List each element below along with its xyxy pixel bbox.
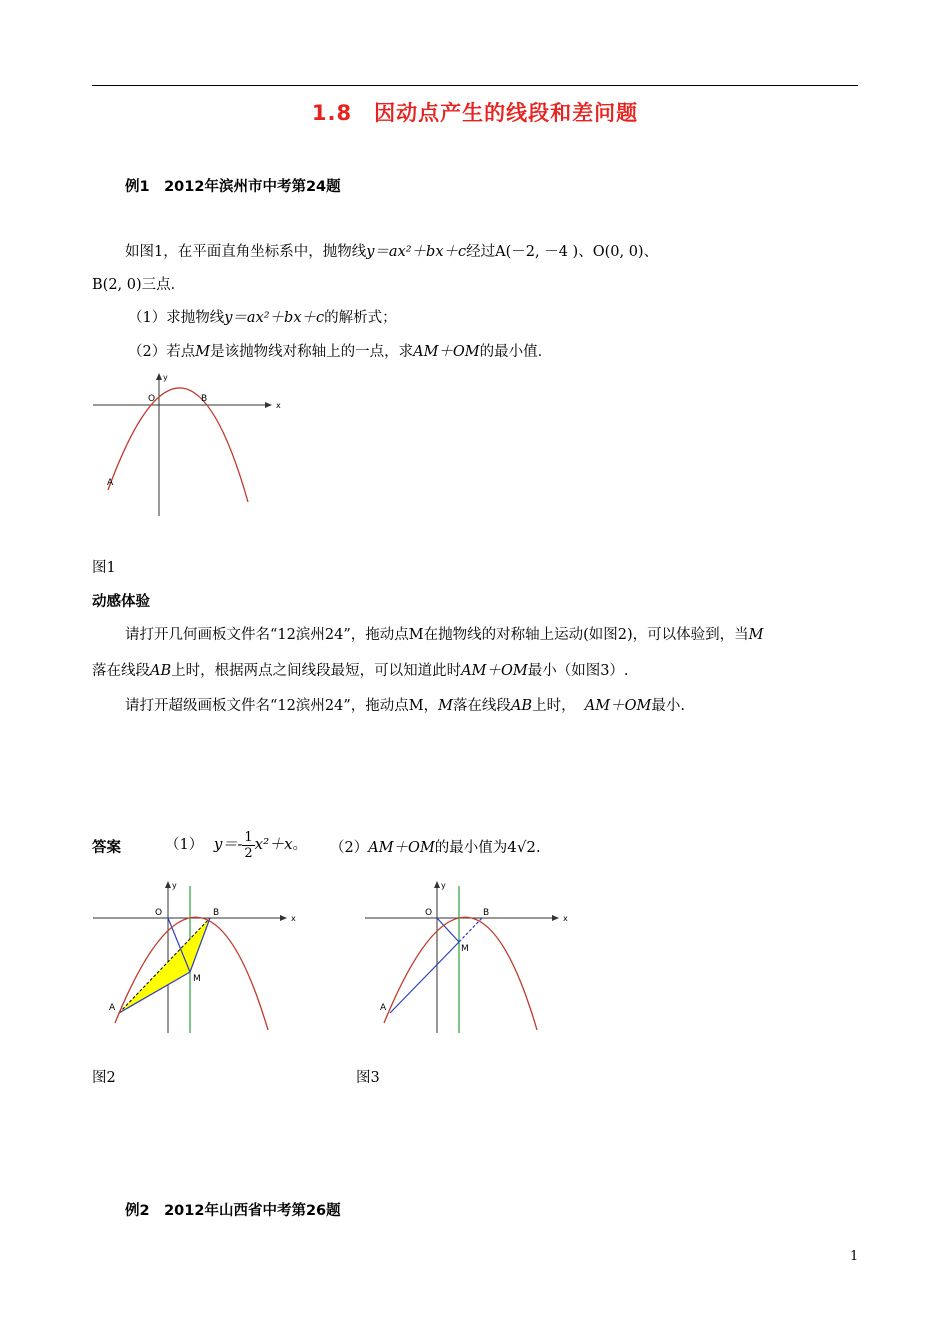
y-axis-arrow-icon [434, 881, 440, 888]
label-m: M [193, 974, 201, 984]
para1-expr: AM＋OM [461, 663, 528, 679]
q1-prefix: （1）求抛物线 [128, 310, 225, 326]
y-label: y [163, 373, 168, 382]
label-a: A [109, 1003, 116, 1013]
part2-label: （2） [330, 840, 369, 856]
fraction-numerator: 1 [244, 829, 253, 845]
para1-mid: 上时，根据两点之间线段最短，可以知道此时 [171, 663, 462, 679]
answer-part1 [165, 827, 307, 862]
part1-lhs: y＝- [213, 835, 243, 853]
part1-rest: x²＋x [254, 835, 293, 853]
para2-mid2: 上时， [532, 698, 576, 714]
segment-am [390, 942, 459, 1013]
para1-suffix: 最小（如图3）. [527, 663, 629, 679]
para1-ab: AB [150, 663, 172, 679]
para2-ab: AB [510, 698, 533, 714]
x-axis-arrow-icon [280, 915, 287, 921]
dynamic-para2 [125, 694, 685, 715]
top-rule [92, 85, 858, 86]
q2-suffix: 的最小值． [479, 344, 553, 360]
y-axis-arrow-icon [165, 881, 171, 888]
part2-mid: 的最小值为 [434, 840, 508, 856]
q2-prefix: （2）若点 [128, 344, 196, 360]
label-o: O [425, 908, 433, 918]
para2-prefix: 请打开超级画板文件名“12滨州24”，拖动点M， [125, 698, 439, 714]
figure-3 [362, 878, 572, 1038]
x-axis-arrow-icon [265, 402, 272, 408]
page-number: 1 [850, 1249, 859, 1264]
label-a: A [107, 478, 114, 488]
figure-2 [90, 878, 300, 1038]
page-title: 1.8 因动点产生的线段和差问题 [311, 101, 639, 125]
figure-1 [90, 370, 280, 520]
segment-om [437, 918, 459, 942]
part1-label: （1） [165, 837, 204, 853]
fraction-one-half [242, 830, 254, 861]
para1-text: 请打开几何画板文件名“12滨州24”，拖动点M在抛物线的对称轴上运动(如图2)，可以体验到，当 [125, 627, 749, 643]
problem-formula: y＝ax²＋bx＋c [366, 244, 467, 260]
para2-mid: 落在线段 [452, 698, 511, 714]
q1-suffix: 的解析式； [324, 310, 397, 326]
parabola [384, 917, 537, 1030]
example1-problem-line1 [125, 240, 658, 261]
fraction-denominator: 2 [244, 845, 253, 861]
problem-text-suffix: 经过A(－2, －4 )、O(0, 0)、 [466, 244, 659, 260]
example1-heading: 例1 2012年滨州市中考第24题 [125, 179, 341, 195]
segment-mb-dashed [459, 918, 482, 942]
x-label: x [276, 401, 281, 410]
label-m: M [461, 944, 469, 954]
question-1 [128, 306, 397, 327]
label-a: A [380, 1003, 387, 1013]
para1-point-m: M [748, 627, 764, 643]
x-label: x [291, 914, 296, 923]
example1-problem-line2: B(2, 0)三点． [92, 277, 186, 293]
part2-end: . [535, 840, 541, 856]
answer-label: 答案 [92, 840, 121, 856]
label-b: B [201, 394, 208, 404]
problem-text: 如图1，在平面直角坐标系中，抛物线 [125, 244, 367, 260]
part1-end: 。 [292, 837, 308, 853]
part2-expr: AM＋OM [368, 840, 435, 856]
q2-point-m: M [195, 344, 211, 360]
figure-1-caption: 图1 [92, 560, 116, 576]
dynamic-heading: 动感体验 [92, 594, 150, 610]
y-axis-arrow-icon [156, 373, 162, 380]
label-b: B [213, 908, 220, 918]
figure-3-caption: 图3 [356, 1070, 380, 1086]
para2-point-m: M [438, 698, 453, 714]
x-axis-arrow-icon [552, 915, 559, 921]
figure-2-caption: 图2 [92, 1070, 116, 1086]
segment-ab-dashed [119, 918, 210, 1013]
example2-heading: 例2 2012年山西省中考第26题 [125, 1203, 341, 1219]
q2-expr: AM＋OM [413, 344, 480, 360]
y-label: y [172, 881, 177, 890]
para2-expr: AM＋OM [584, 698, 652, 714]
label-b: B [483, 908, 490, 918]
parabola [115, 917, 268, 1030]
answer-part2 [330, 836, 541, 857]
y-label: y [441, 881, 446, 890]
x-label: x [563, 914, 568, 923]
q1-formula: y＝ax²＋bx＋c [224, 310, 325, 326]
label-o: O [148, 394, 156, 404]
q2-mid: 是该抛物线对称轴上的一点，求 [210, 344, 414, 360]
dynamic-para1-line1 [125, 623, 763, 644]
para1-prefix: 落在线段 [92, 663, 150, 679]
question-2 [128, 340, 552, 361]
part2-value: 4√2 [507, 838, 536, 856]
para2-suffix: 最小. [651, 698, 685, 714]
label-o: O [155, 908, 163, 918]
dynamic-para1-line2 [92, 659, 629, 680]
